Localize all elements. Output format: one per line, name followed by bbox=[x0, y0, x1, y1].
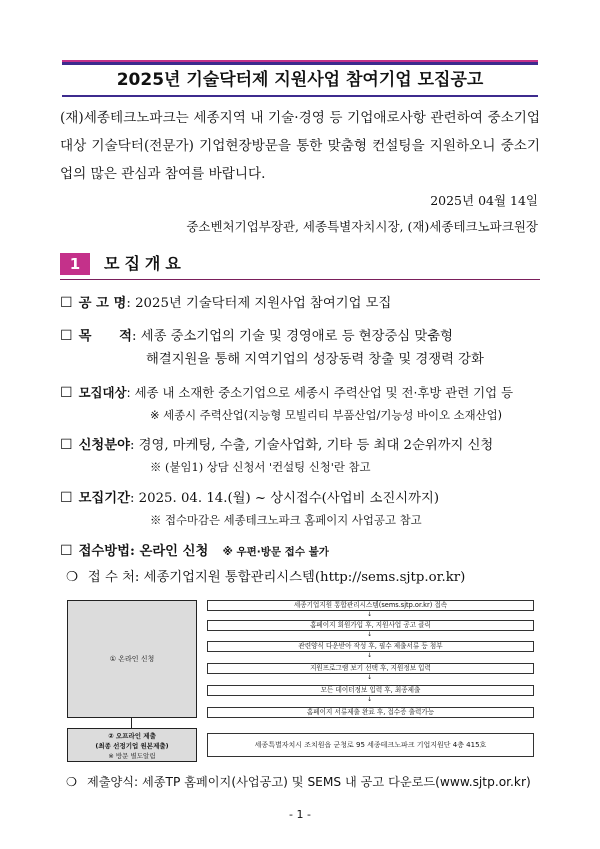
page-number: - 1 - bbox=[289, 808, 311, 821]
checkbox-icon: ☐ bbox=[60, 328, 73, 344]
item-label: 접 수 처 bbox=[87, 570, 135, 585]
document-title: 2025년 기술닥터제 지원사업 참여기업 모집공고 bbox=[116, 70, 484, 90]
down-arrow-icon: ↓ bbox=[367, 652, 373, 659]
item-target bbox=[60, 383, 513, 403]
offline-title: ② 오프라인 제출 bbox=[108, 732, 156, 740]
item-period bbox=[60, 488, 439, 509]
item-method-note: ※ 우편·방문 접수 불가 bbox=[222, 546, 329, 558]
circle-bullet-icon: ❍ bbox=[66, 570, 78, 585]
offline-note: ※ 방문 별도알림 bbox=[108, 752, 156, 760]
flow-step: 모든 데이터정보 입력 후, 최종제출 bbox=[207, 685, 534, 696]
title-bottom-rule bbox=[62, 95, 538, 97]
circle-bullet-icon: ❍ bbox=[66, 775, 77, 789]
section-underline bbox=[60, 279, 540, 280]
online-application-box bbox=[67, 600, 197, 718]
section-title: 모집개요 bbox=[104, 254, 186, 273]
section-number: 1 bbox=[60, 253, 90, 275]
offline-submission-box bbox=[67, 728, 197, 762]
item-purpose-continued: 해결지원을 통해 지역기업의 성장동력 창출 및 경쟁력 강화 bbox=[146, 352, 484, 367]
item-label: 공 고 명 bbox=[78, 296, 127, 311]
item-notice-name bbox=[60, 293, 391, 314]
item-label: 신청분야 bbox=[78, 438, 130, 453]
offline-address-box: 세종특별자치시 조치원읍 군청로 95 세종테크노파크 기업지원단 4층 415호 bbox=[207, 733, 534, 757]
down-arrow-icon: ↓ bbox=[367, 611, 373, 618]
checkbox-icon: ☐ bbox=[60, 295, 73, 311]
flow-step: 지원프로그램 보기 선택 후, 지원정보 입력 bbox=[207, 663, 534, 674]
item-value: : 2025. 04. 14.(월) ~ 상시접수(사업비 소진시까지) bbox=[129, 491, 440, 506]
item-value: : 온라인 신청 bbox=[129, 544, 209, 559]
item-forms bbox=[66, 772, 531, 792]
item-value: : 경영, 마케팅, 수출, 기술사업화, 기타 등 최대 2순위까지 신청 bbox=[129, 438, 494, 453]
title-top-accent bbox=[62, 60, 538, 62]
intro-paragraph: (재)세종테크노파크는 세종지역 내 기술·경영 등 기업애로사항 관련하여 중소기업 대상 기술닥터(전문가) 기업현장방문을 통한 맞춤형 컨설팅을 지원하오니 중소기업의 많은 관심과 참여를 바랍니다. bbox=[60, 110, 540, 182]
checkbox-icon: ☐ bbox=[60, 437, 73, 453]
item-label: 목 적 bbox=[78, 329, 133, 344]
item-label: 접수방법 bbox=[78, 544, 130, 559]
offline-connector-line bbox=[131, 718, 132, 728]
item-target-note: ※ 세종시 주력산업(지능형 모빌리티 부품산업/기능성 바이오 소재산업) bbox=[150, 408, 503, 422]
online-application-label: ① 온라인 신청 bbox=[109, 655, 155, 663]
item-value: : 세종 중소기업의 기술 및 경영애로 등 현장중심 맞춤형 bbox=[132, 329, 453, 344]
flow-step: 홈페이지 서류제출 완료 후, 접수증 출력가능 bbox=[207, 707, 534, 718]
item-label: 모집대상 bbox=[78, 385, 127, 400]
item-value: : 세종 내 소재한 중소기업으로 세종시 주력산업 및 전·후방 관련 기업 등 bbox=[126, 385, 514, 400]
item-reception bbox=[66, 568, 465, 588]
checkbox-icon: ☐ bbox=[60, 543, 73, 559]
checkbox-icon: ☐ bbox=[60, 490, 73, 506]
flow-step: 세종기업지원 통합관리시스템(sems.sjtp.or.kr) 접속 bbox=[207, 600, 534, 611]
issuer: 중소벤처기업부장관, 세종특별자치시장, (재)세종테크노파크원장 bbox=[186, 219, 538, 234]
down-arrow-icon: ↓ bbox=[367, 631, 373, 638]
announcement-date: 2025년 04월 14일 bbox=[430, 193, 538, 208]
offline-subtitle: (최종 선정기업 원본제출) bbox=[95, 742, 169, 750]
item-label: 모집기간 bbox=[78, 491, 130, 506]
item-label: 제출양식 bbox=[86, 775, 135, 789]
item-value: : 2025년 기술닥터제 지원사업 참여기업 모집 bbox=[126, 296, 392, 311]
item-method bbox=[60, 541, 329, 562]
item-purpose bbox=[60, 326, 453, 347]
down-arrow-icon: ↓ bbox=[367, 674, 373, 681]
item-period-note: ※ 접수마감은 세종테크노파크 홈페이지 사업공고 참고 bbox=[150, 513, 422, 527]
item-field-note: ※ (붙임1) 상담 신청서 '컨설팅 신청'란 참고 bbox=[150, 460, 371, 474]
item-field bbox=[60, 435, 493, 456]
checkbox-icon: ☐ bbox=[60, 385, 73, 401]
item-value: : 세종기업지원 통합관리시스템(http://sems.sjtp.or.kr) bbox=[134, 570, 466, 585]
down-arrow-icon: ↓ bbox=[367, 696, 373, 703]
flow-step: 홈페이지 회원가입 후, 지원사업 공고 클릭 bbox=[207, 620, 534, 631]
flow-step: 관련양식 다운받아 작성 후, 필수 제출서류 등 첨부 bbox=[207, 641, 534, 652]
item-value: : 세종TP 홈페이지(사업공고) 및 SEMS 내 공고 다운로드(www.sjtp.or.kr) bbox=[134, 775, 531, 789]
